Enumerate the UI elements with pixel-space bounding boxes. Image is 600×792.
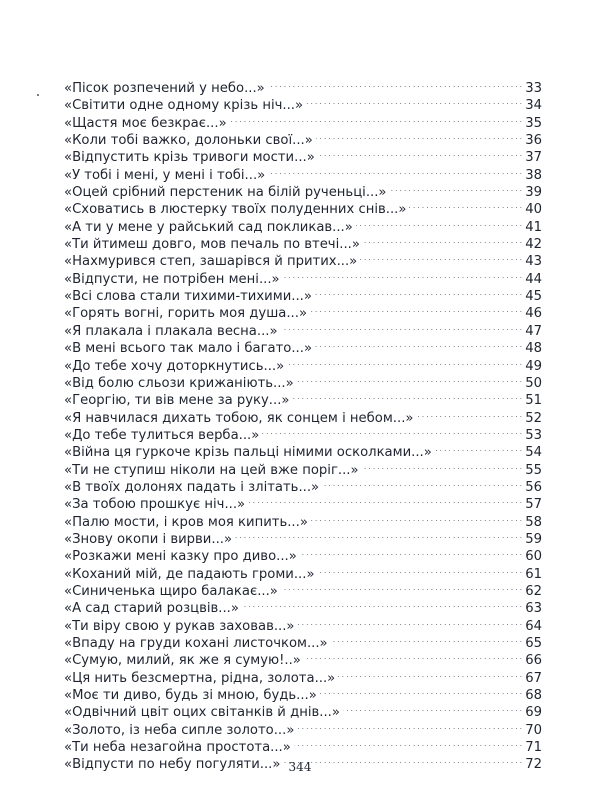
toc-dot-leader xyxy=(230,110,522,127)
toc-dot-leader xyxy=(318,561,522,578)
toc-entry-title: «В твоїх долонях падать і злітать...» xyxy=(64,479,320,495)
toc-entry-page: 71 xyxy=(525,740,542,756)
toc-entry-page: 54 xyxy=(525,445,542,461)
toc-entry-page: 48 xyxy=(525,341,542,357)
toc-entry-page: 52 xyxy=(525,410,542,426)
toc-entry-title: «Сумую, милий, як же я сумую!..» xyxy=(64,653,301,669)
toc-entry-title: «До тебе хочу доторкнутись...» xyxy=(64,358,285,374)
toc-dot-leader xyxy=(268,162,522,179)
toc-dot-leader xyxy=(311,509,522,526)
toc-entry-page: 44 xyxy=(525,271,542,287)
toc-entry-page: 67 xyxy=(525,670,542,686)
toc-entry-page: 68 xyxy=(525,688,542,704)
toc-entry-page: 39 xyxy=(525,185,542,201)
toc-dot-leader xyxy=(268,75,522,92)
toc-entry-title: «За тобою прошкує ніч...» xyxy=(64,497,246,513)
toc-dot-leader xyxy=(356,214,522,231)
toc-entry-page: 60 xyxy=(525,549,542,565)
toc-entry-title: «Оцей срібний перстеник на білій рученьці...» xyxy=(64,185,387,201)
toc-entry-page: 69 xyxy=(525,705,542,721)
toc-entry-title: «Георгію, ти вів мене за руку...» xyxy=(64,393,290,409)
toc-dot-leader xyxy=(409,196,522,213)
toc-dot-leader xyxy=(343,699,522,716)
toc-entry-page: 42 xyxy=(525,237,542,253)
toc-dot-leader xyxy=(320,682,522,699)
toc-entry-page: 45 xyxy=(525,289,542,305)
toc-entry-title: «Моє ти диво, будь зі мною, будь...» xyxy=(64,688,317,704)
toc-entry-page: 70 xyxy=(525,722,542,738)
toc-entry-title: «Золото, із неба сипле золото...» xyxy=(64,722,295,738)
toc-entry-page: 53 xyxy=(525,427,542,443)
toc-entry-title: «Війна ця гуркоче крізь пальці німими осколками...» xyxy=(64,445,432,461)
toc-dot-leader xyxy=(360,248,522,265)
toc-entry xyxy=(64,75,542,96)
toc-entry-title: «Світити одне одному крізь ніч...» xyxy=(64,98,304,114)
toc-entry-title: «Ти неба незагойна простота...» xyxy=(64,740,291,756)
toc-entry-title: «Щастя моє безкрає...» xyxy=(64,115,227,131)
toc-entry-title: «В мені всього так мало і багато...» xyxy=(64,341,313,357)
toc-dot-leader xyxy=(435,439,522,456)
toc-entry-page: 63 xyxy=(525,601,542,617)
toc-entry-title: «Всі слова стали тихими-тихими...» xyxy=(64,289,312,305)
toc-entry-title: «Я плакала і плакала весна...» xyxy=(64,323,278,339)
toc-entry-title: «А сад старий розцвів...» xyxy=(64,601,239,617)
toc-entry-title: «Коли тобі важко, долоньки свої...» xyxy=(64,133,313,149)
toc-entry-page: 65 xyxy=(525,636,542,651)
toc-dot-leader xyxy=(389,179,522,196)
toc-entry-page: 64 xyxy=(525,618,542,634)
toc-dot-leader xyxy=(306,92,522,109)
toc-entry-page: 56 xyxy=(525,479,542,495)
toc-entry-title: «Відпусти, не потрібен мені...» xyxy=(64,271,280,287)
toc-entry-title: «Одвічний цвіт оцих світанків й днів...» xyxy=(64,705,340,721)
toc-dot-leader xyxy=(262,422,522,439)
toc-dot-leader xyxy=(318,144,522,161)
toc-dot-leader xyxy=(315,335,522,352)
toc-entry-page: 40 xyxy=(525,202,542,218)
toc-dot-leader xyxy=(297,717,522,734)
toc-dot-leader xyxy=(362,457,522,474)
toc-entry-title: «Розкажи мені казку про диво...» xyxy=(64,549,297,565)
toc-entry-page: 43 xyxy=(525,254,542,270)
toc-entry-page: 58 xyxy=(525,514,542,530)
toc-entry-title: «У тобі і мені, у мені і тобі...» xyxy=(64,167,266,183)
toc-entry-title: «До тебе тулиться верба...» xyxy=(64,427,260,443)
toc-entry-page: 34 xyxy=(525,98,542,114)
toc-dot-leader xyxy=(331,630,522,647)
toc-entry-title: «Впаду на груди кохані листочком...» xyxy=(64,636,328,651)
toc-entry-title: «Відпустить крізь тривоги мости...» xyxy=(64,150,315,166)
toc-entry-title: «Відпусти по небу погуляти...» xyxy=(64,757,281,773)
toc-entry-page: 36 xyxy=(525,133,542,149)
toc-entry-page: 72 xyxy=(525,757,542,773)
toc-dot-leader xyxy=(300,543,522,560)
toc-entry-title: «Ти йтимеш довго, мов печаль по втечі...» xyxy=(64,237,360,253)
toc-dot-leader xyxy=(294,734,522,751)
toc-dot-leader xyxy=(283,266,522,283)
toc-entry-page: 47 xyxy=(525,323,542,339)
page-number: 344 xyxy=(288,760,312,774)
toc-dot-leader xyxy=(304,647,522,664)
toc-entry-page: 37 xyxy=(525,150,542,166)
toc-entry-title: «Палю мости, і кров моя кипить...» xyxy=(64,514,308,530)
toc-dot-leader xyxy=(235,526,522,543)
toc-entry-page: 46 xyxy=(525,306,542,322)
toc-entry-title: «Пісок розпечений у небо...» xyxy=(64,81,265,96)
toc-entry-page: 41 xyxy=(525,219,542,235)
toc-entry-title: «Від болю сльози крижаніють...» xyxy=(64,375,294,391)
toc-entry-page: 33 xyxy=(525,81,542,96)
toc-dot-leader xyxy=(242,595,522,612)
toc-dot-leader xyxy=(315,283,522,300)
toc-dot-leader xyxy=(248,491,522,508)
toc-entry-page: 57 xyxy=(525,497,542,513)
toc-dot-leader xyxy=(297,370,522,387)
toc-entry-page: 55 xyxy=(525,462,542,478)
toc-dot-leader xyxy=(292,387,522,404)
toc-entry-page: 49 xyxy=(525,358,542,374)
table-of-contents xyxy=(64,75,542,773)
toc-entry-page: 61 xyxy=(525,566,542,582)
toc-dot-leader xyxy=(281,318,522,335)
toc-entry-page: 35 xyxy=(525,115,542,131)
scan-speck xyxy=(37,94,39,96)
toc-entry-title: «Коханий мій, де падають громи...» xyxy=(64,566,315,582)
toc-entry-page: 62 xyxy=(525,583,542,599)
toc-entry-title: «Знову окопи і вирви...» xyxy=(64,531,233,547)
toc-entry-title: «Горять вогні, горить моя душа...» xyxy=(64,306,308,322)
toc-entry-title: «А ти у мене у райський сад покликав...» xyxy=(64,219,353,235)
toc-dot-leader xyxy=(363,231,522,248)
toc-entry-title: «Ця нить безсмертна, рідна, золота...» xyxy=(64,670,336,686)
toc-entry-title: «Ти не ступиш ніколи на цей вже поріг...» xyxy=(64,462,359,478)
toc-entry-title: «Синиченька щиро балакає...» xyxy=(64,583,278,599)
toc-dot-leader xyxy=(322,474,522,491)
toc-dot-leader xyxy=(338,665,522,682)
toc-entry-title: «Я навчилася дихать тобою, як сонцем і небом...» xyxy=(64,410,414,426)
toc-entry-page: 66 xyxy=(525,653,542,669)
toc-dot-leader xyxy=(310,300,522,317)
toc-dot-leader xyxy=(287,353,522,370)
toc-entry-page: 50 xyxy=(525,375,542,391)
toc-dot-leader xyxy=(416,405,522,422)
toc-entry-title: «Нахмурився степ, зашарівся й притих...» xyxy=(64,254,358,270)
toc-entry-page: 51 xyxy=(525,393,542,409)
toc-dot-leader xyxy=(281,578,522,595)
toc-entry-page: 59 xyxy=(525,531,542,547)
toc-dot-leader xyxy=(298,613,523,630)
toc-dot-leader xyxy=(316,127,522,144)
toc-entry-page: 38 xyxy=(525,167,542,183)
toc-entry-title: «Ти віру свою у рукав заховав...» xyxy=(64,618,295,634)
toc-entry-title: «Сховатись в люстерку твоїх полуденних снів...» xyxy=(64,202,407,218)
